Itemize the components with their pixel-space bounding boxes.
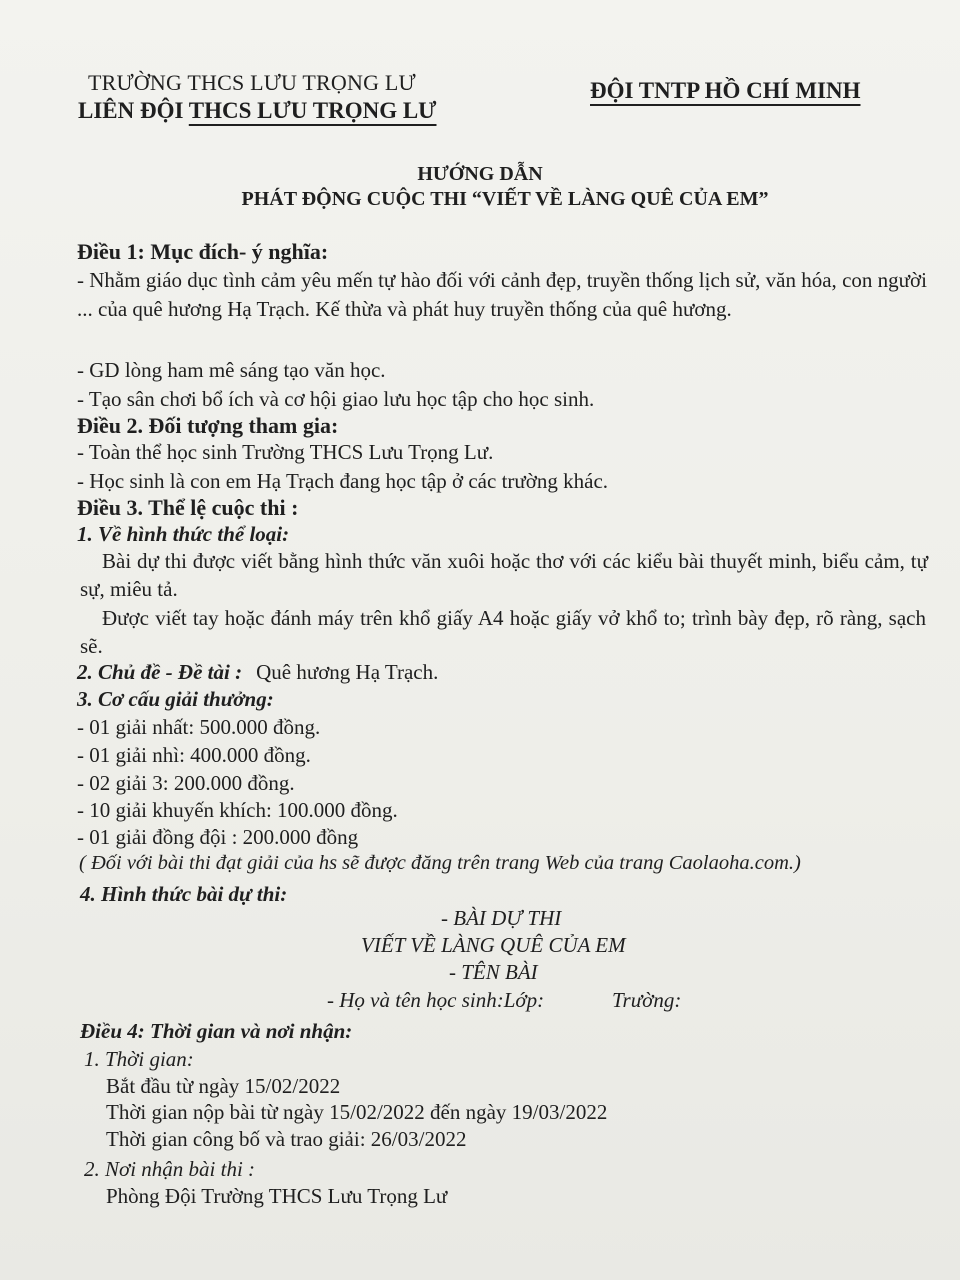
school-name: TRƯỜNG THCS LƯU TRỌNG LƯ xyxy=(88,70,416,95)
document-subtitle: PHÁT ĐỘNG CUỘC THI “VIẾT VỀ LÀNG QUÊ CỦA EM” xyxy=(241,188,769,210)
union-name xyxy=(78,98,437,124)
prize-item: - 01 giải đồng đội : 200.000 đồng xyxy=(77,825,359,849)
section-4-1-heading: 1. Thời gian: xyxy=(84,1047,194,1071)
entry-student-info: - Họ và tên học sinh:Lớp: xyxy=(327,988,545,1012)
submission-location: Phòng Đội Trường THCS Lưu Trọng Lư xyxy=(106,1184,448,1208)
prize-item: - 01 giải nhì: 400.000 đồng. xyxy=(77,743,311,767)
article-4-heading: Điều 4: Thời gian và nơi nhận: xyxy=(80,1019,353,1043)
article-1-purpose-3: - Tạo sân chơi bổ ích và cơ hội giao lưu học tập cho học sinh. xyxy=(77,387,595,411)
prize-item: - 01 giải nhất: 500.000 đồng. xyxy=(77,715,321,739)
union-prefix: LIÊN ĐỘI xyxy=(78,98,189,123)
article-1-heading: Điều 1: Mục đích- ý nghĩa: xyxy=(77,239,329,264)
article-2-item-2: - Học sinh là con em Hạ Trạch đang học tập ở các trường khác. xyxy=(77,469,609,493)
entry-format-line: VIẾT VỀ LÀNG QUÊ CỦA EM xyxy=(361,933,626,957)
prize-item: - 10 giải khuyến khích: 100.000 đồng. xyxy=(77,798,398,822)
timeline-line: Thời gian công bố và trao giải: 26/03/2022 xyxy=(106,1127,467,1151)
prize-note: ( Đối với bài thi đạt giải của hs sẽ được đăng trên trang Web của trang Caolaoha.com.) xyxy=(79,852,801,874)
section-3-1-paragraph-2: Được viết tay hoặc đánh máy trên khổ giấy A4 hoặc giấy vở khổ to; trình bày đẹp, rõ ràng, sạch sẽ. xyxy=(80,606,926,658)
section-3-1-heading: 1. Về hình thức thể loại: xyxy=(77,522,290,546)
section-4-2-heading: 2. Nơi nhận bài thi : xyxy=(84,1157,256,1181)
entry-school-info: Trường: xyxy=(612,988,682,1012)
union-title: THCS LƯU TRỌNG LƯ xyxy=(188,98,437,123)
article-2-item-1: - Toàn thể học sinh Trường THCS Lưu Trọng Lư. xyxy=(77,440,494,464)
section-3-1-paragraph-1: Bài dự thi được viết bằng hình thức văn xuôi hoặc thơ với các kiểu bài thuyết minh, biểu cảm, tự sự, miêu tả. xyxy=(80,549,928,601)
section-3-4-heading: 4. Hình thức bài dự thi: xyxy=(80,882,288,906)
article-2-heading: Điều 2. Đối tượng tham gia: xyxy=(77,413,339,438)
section-3-3-heading: 3. Cơ cấu giải thưởng: xyxy=(77,687,274,711)
timeline-line: Thời gian nộp bài từ ngày 15/02/2022 đến ngày 19/03/2022 xyxy=(106,1100,608,1124)
section-3-2-heading: 2. Chủ đề - Đề tài : xyxy=(77,660,243,684)
document-title: HƯỚNG DẪN xyxy=(417,163,543,185)
entry-format-line: - BÀI DỰ THI xyxy=(441,906,562,930)
prize-item: - 02 giải 3: 200.000 đồng. xyxy=(77,771,295,795)
article-1-purpose-2: - GD lòng ham mê sáng tạo văn học. xyxy=(77,358,386,382)
article-1-purpose-1: - Nhằm giáo dục tình cảm yêu mến tự hào đối với cảnh đẹp, truyền thống lịch sử, văn hóa, con người ... của quê hương Hạ Trạch. Kế thừa và phát huy truyền thống của quê hương. xyxy=(77,268,927,321)
organization-name: ĐỘI TNTP HỒ CHÍ MINH xyxy=(590,78,861,103)
timeline-line: Bắt đầu từ ngày 15/02/2022 xyxy=(106,1074,341,1098)
section-3-2 xyxy=(77,659,438,685)
entry-format-line: - TÊN BÀI xyxy=(449,960,538,984)
section-3-2-value: Quê hương Hạ Trạch. xyxy=(256,660,439,684)
article-3-heading: Điều 3. Thể lệ cuộc thi : xyxy=(77,495,299,520)
